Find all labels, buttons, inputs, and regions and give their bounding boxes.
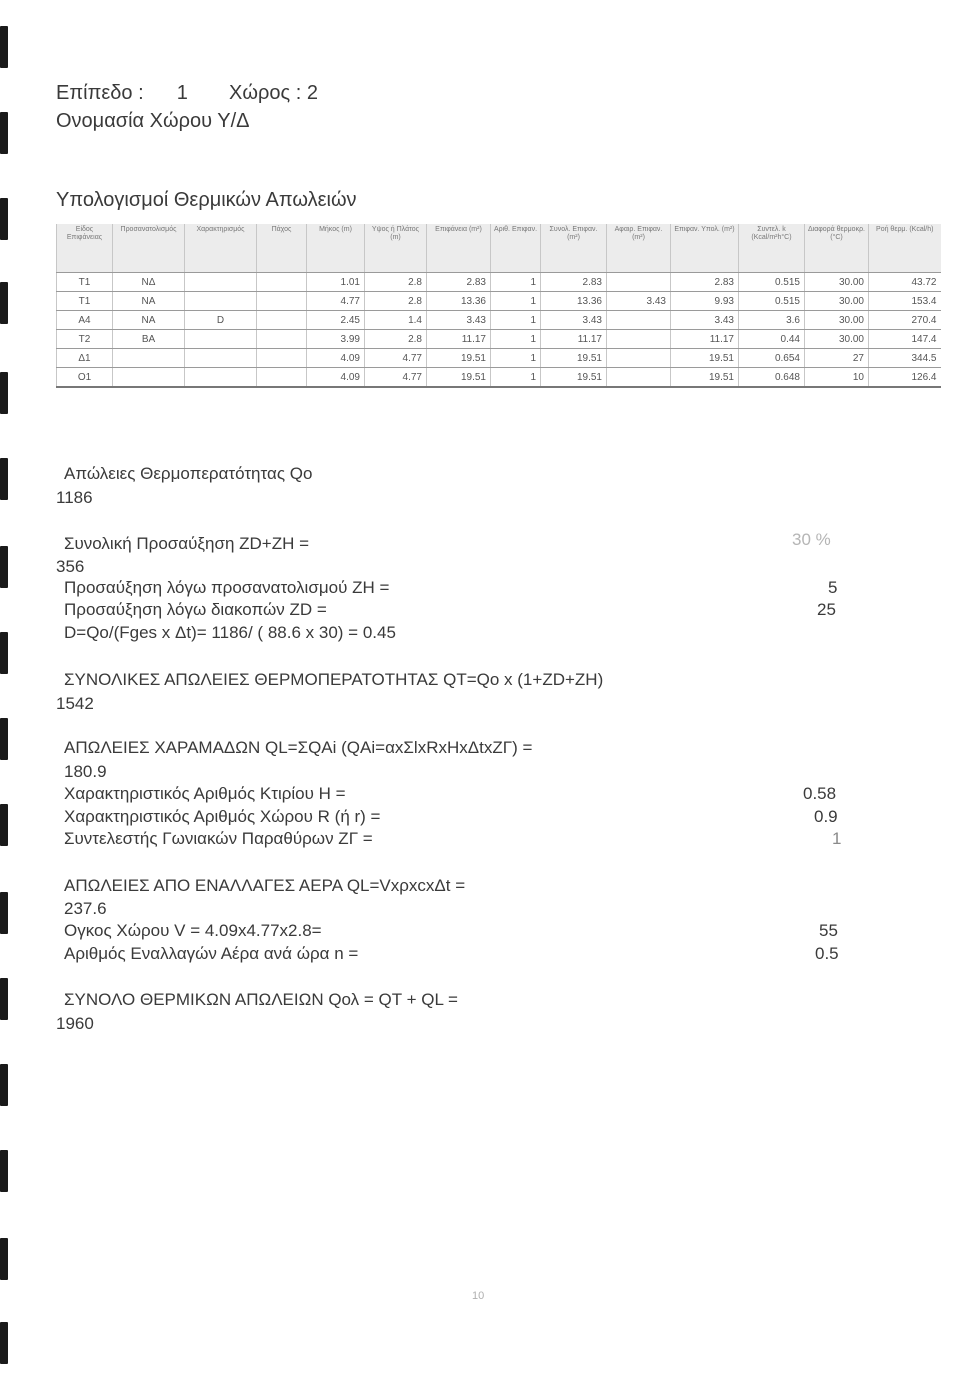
h-value: 0.58 <box>803 784 837 803</box>
column-header: Συντελ. k (Kcal/m²h°C) <box>739 224 805 273</box>
table-cell: 13.36 <box>541 292 607 311</box>
table-cell: 2.83 <box>671 273 739 292</box>
table-cell: ΝΑ <box>113 292 185 311</box>
table-cell: 19.51 <box>541 368 607 388</box>
table-cell: 2.8 <box>365 273 427 292</box>
total-loss-label: ΣΥΝΟΛΟ ΘΕΡΜΙΚΩΝ ΑΠΩΛΕΙΩΝ Qολ = QT + QL = <box>64 990 458 1009</box>
room-value: 2 <box>306 82 318 104</box>
table-cell <box>607 349 671 368</box>
table-cell: 27 <box>805 349 869 368</box>
table-cell: 1 <box>491 349 541 368</box>
d-formula-part: 88.6 x <box>267 623 315 642</box>
qo-label: Απώλειες Θερμοπερατότητας Qo <box>64 464 313 483</box>
air-change-label: ΑΠΩΛΕΙΕΣ ΑΠΟ ΕΝΑΛΛΑΓΕΣ ΑΕΡΑ QL=VxρxcxΔt = <box>64 876 466 895</box>
air-change-value: 237.6 <box>64 899 107 918</box>
zg-label: Συντελεστής Γωνιακών Παραθύρων ΖΓ = <box>64 829 373 848</box>
zg-value: 1 <box>832 829 842 848</box>
table-cell: 19.51 <box>427 349 491 368</box>
table-cell: 11.17 <box>427 330 491 349</box>
table-cell <box>257 330 307 349</box>
table-cell <box>257 292 307 311</box>
table-cell: 0.44 <box>739 330 805 349</box>
table-cell: ΝΑ <box>113 311 185 330</box>
table-cell: 4.77 <box>307 292 365 311</box>
air-changes-per-hour-label: Αριθμός Εναλλαγών Αέρα ανά ώρα n = <box>64 944 359 963</box>
table-cell: 30.00 <box>805 292 869 311</box>
table-cell: 1.01 <box>307 273 365 292</box>
table-cell: 1 <box>491 273 541 292</box>
table-row <box>57 292 941 311</box>
column-header: Μήκος (m) <box>307 224 365 273</box>
section-title: Υπολογισμοί Θερμικών Απωλειών <box>56 189 357 211</box>
table-cell <box>185 330 257 349</box>
table-cell: ΝΔ <box>113 273 185 292</box>
table-cell: 19.51 <box>541 349 607 368</box>
zh-label: Προσαύξηση λόγω προσανατολισμού ZH = <box>64 578 390 597</box>
table-cell: 30.00 <box>805 273 869 292</box>
table-cell: 2.83 <box>427 273 491 292</box>
level-room-line <box>56 82 318 105</box>
table-cell: 126.4 <box>869 368 941 388</box>
table-cell: T2 <box>57 330 113 349</box>
table-cell: 2.83 <box>541 273 607 292</box>
room-label: Χώρος : <box>229 82 302 104</box>
table-cell: Ο1 <box>57 368 113 388</box>
level-label: Επίπεδο : <box>56 82 144 104</box>
table-cell: 1.4 <box>365 311 427 330</box>
table-cell: 3.43 <box>427 311 491 330</box>
qt-value: 1542 <box>56 694 94 713</box>
table-cell <box>257 273 307 292</box>
table-cell: 2.8 <box>365 330 427 349</box>
table-cell: ΒΑ <box>113 330 185 349</box>
zd-value: 25 <box>817 600 836 619</box>
column-header: Επιφάνεια (m²) <box>427 224 491 273</box>
zd-zh-value: 356 <box>56 557 85 576</box>
ql-value: 180.9 <box>64 762 107 781</box>
column-header: Ροή θερμ. (Kcal/h) <box>869 224 941 273</box>
table-cell: 3.99 <box>307 330 365 349</box>
table-cell: 19.51 <box>427 368 491 388</box>
table-cell: 344.5 <box>869 349 941 368</box>
column-header: Είδος Επιφάνειας <box>57 224 113 273</box>
table-cell <box>607 273 671 292</box>
table-cell: 1 <box>491 368 541 388</box>
table-cell: 13.36 <box>427 292 491 311</box>
d-formula-part: D=Qo/(Fges x Δt)= <box>64 623 207 642</box>
table-cell <box>257 311 307 330</box>
d-formula-part: 30) = 0.45 <box>318 623 396 642</box>
table-cell <box>113 368 185 388</box>
table-cell: A4 <box>57 311 113 330</box>
room-name: Ονομασία Χώρου Υ/Δ <box>56 110 250 132</box>
column-header: Επιφαν. Υπολ. (m²) <box>671 224 739 273</box>
table-cell: 3.43 <box>541 311 607 330</box>
table-cell: 9.93 <box>671 292 739 311</box>
qo-value: 1186 <box>56 488 93 507</box>
binding-holes <box>0 0 14 1387</box>
d-formula-part: 1186/ ( <box>211 623 264 642</box>
table-cell <box>185 273 257 292</box>
table-cell: 11.17 <box>541 330 607 349</box>
zd-label: Προσαύξηση λόγω διακοπών ZD = <box>64 600 327 619</box>
table-row <box>57 311 941 330</box>
table-cell <box>185 349 257 368</box>
table-cell: 2.45 <box>307 311 365 330</box>
table-row <box>57 330 941 349</box>
table-cell <box>607 311 671 330</box>
table-cell <box>185 368 257 388</box>
table-cell: D <box>185 311 257 330</box>
table-cell: 0.648 <box>739 368 805 388</box>
table-cell: 43.72 <box>869 273 941 292</box>
table-cell: 19.51 <box>671 368 739 388</box>
volume-value: 55 <box>819 921 838 940</box>
zd-zh-percent: 30 % <box>792 530 831 549</box>
column-header: Αριθ. Επιφαν. <box>491 224 541 273</box>
level-value: 1 <box>176 82 188 104</box>
d-formula <box>64 623 396 643</box>
table-cell: 1 <box>491 292 541 311</box>
page-number: 10 <box>472 1290 485 1302</box>
table-cell: 11.17 <box>671 330 739 349</box>
zh-value: 5 <box>828 578 838 597</box>
table-cell <box>257 349 307 368</box>
column-header: Χαρακτηρισμός <box>185 224 257 273</box>
column-header: Συνολ. Επιφαν. (m²) <box>541 224 607 273</box>
table-row <box>57 349 941 368</box>
table-cell: T1 <box>57 273 113 292</box>
table-row <box>57 273 941 292</box>
table-cell: 0.654 <box>739 349 805 368</box>
column-header: Πάχος <box>257 224 307 273</box>
table-cell: 0.515 <box>739 292 805 311</box>
table-cell: 147.4 <box>869 330 941 349</box>
table-cell: 153.4 <box>869 292 941 311</box>
table-cell <box>185 292 257 311</box>
table-cell: 1 <box>491 330 541 349</box>
table-cell <box>607 330 671 349</box>
qt-label: ΣΥΝΟΛΙΚΕΣ ΑΠΩΛΕΙΕΣ ΘΕΡΜΟΠΕΡΑΤΟΤΗΤΑΣ QT=Qo x (1+ZD+ZH) <box>64 670 604 689</box>
table-cell: 4.77 <box>365 368 427 388</box>
table-cell: T1 <box>57 292 113 311</box>
table-cell: 3.43 <box>671 311 739 330</box>
table-cell: 4.77 <box>365 349 427 368</box>
table-cell: 2.8 <box>365 292 427 311</box>
volume-label: Ογκος Χώρου V = 4.09x4.77x2.8= <box>64 921 322 940</box>
table-cell: 0.515 <box>739 273 805 292</box>
zd-zh-label: Συνολική Προσαύξηση ZD+ZH = <box>64 534 310 553</box>
table-cell: 4.09 <box>307 368 365 388</box>
table-cell: 270.4 <box>869 311 941 330</box>
table-cell <box>607 368 671 388</box>
table-row <box>57 368 941 388</box>
column-header: Υψος ή Πλάτος (m) <box>365 224 427 273</box>
column-header: Διαφορά θερμοκρ. (°C) <box>805 224 869 273</box>
table-cell: 3.6 <box>739 311 805 330</box>
column-header: Αφαιρ. Επιφαν. (m²) <box>607 224 671 273</box>
table-cell: 30.00 <box>805 330 869 349</box>
table-cell: 3.43 <box>607 292 671 311</box>
r-value: 0.9 <box>814 807 838 826</box>
heat-loss-table <box>56 224 941 388</box>
table-header-row <box>57 224 941 273</box>
table-cell: 19.51 <box>671 349 739 368</box>
r-label: Χαρακτηριστικός Αριθμός Χώρου R (ή r) = <box>64 807 381 826</box>
table-cell: 1 <box>491 311 541 330</box>
column-header: Προσανατολισμός <box>113 224 185 273</box>
table-cell: Δ1 <box>57 349 113 368</box>
table-cell: 4.09 <box>307 349 365 368</box>
table-cell: 30.00 <box>805 311 869 330</box>
total-loss-value: 1960 <box>56 1014 94 1033</box>
table-cell: 10 <box>805 368 869 388</box>
air-changes-per-hour-value: 0.5 <box>815 944 839 963</box>
ql-label: ΑΠΩΛΕΙΕΣ ΧΑΡΑΜΑΔΩΝ QL=ΣQAi (QAi=αxΣlxRxHxΔtxZΓ) = <box>64 738 533 757</box>
h-label: Χαρακτηριστικός Αριθμός Κτιρίου H = <box>64 784 346 803</box>
table-cell <box>257 368 307 388</box>
table-cell <box>113 349 185 368</box>
